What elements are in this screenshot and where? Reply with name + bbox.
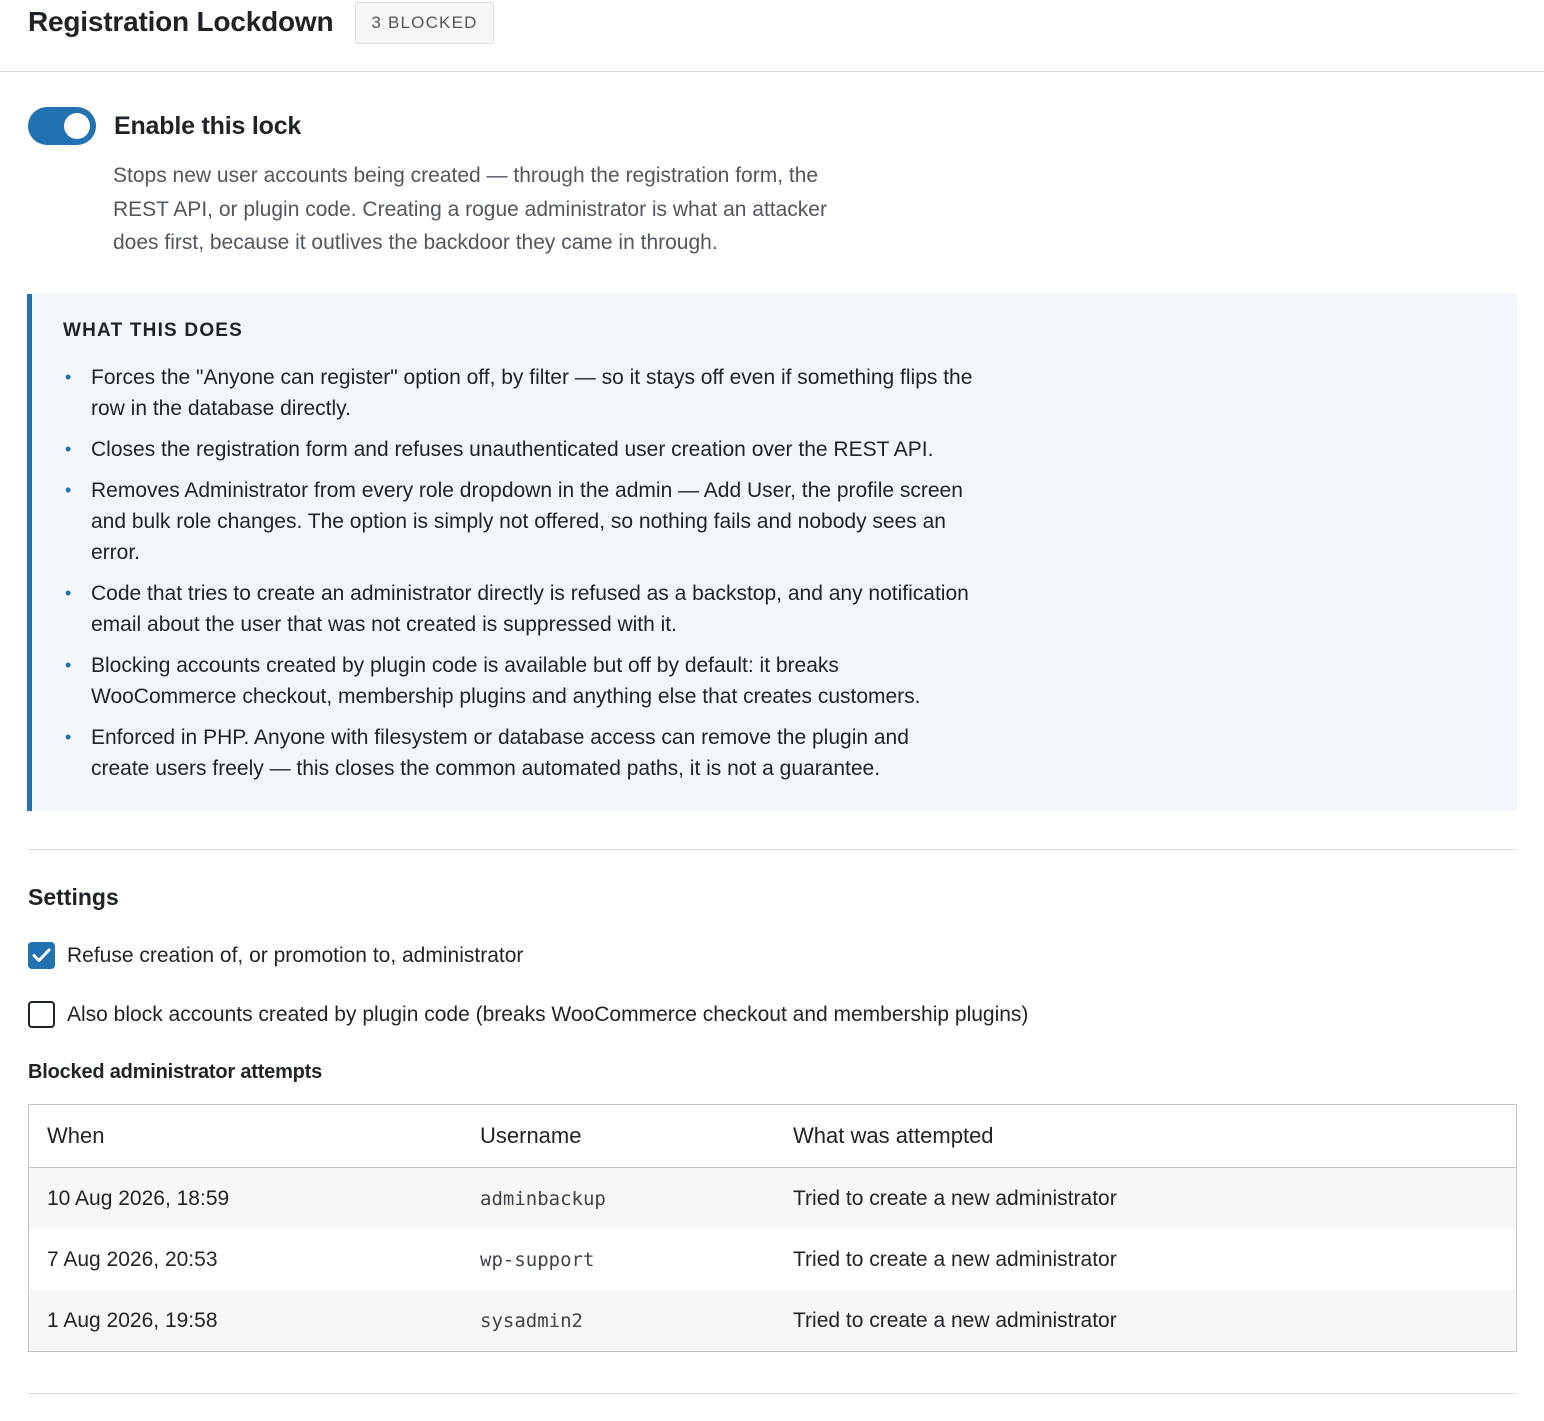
info-list — [63, 362, 973, 784]
cell-username: sysadmin2 — [462, 1290, 775, 1352]
enable-lock-row — [28, 107, 301, 145]
bullet-icon: • — [65, 655, 72, 675]
info-item — [63, 434, 973, 465]
block-plugin-accounts-label: Also block accounts created by plugin code (breaks WooCommerce checkout and membership plugins) — [67, 1002, 1029, 1026]
refuse-admin-option[interactable] — [28, 942, 523, 969]
column-header-attempt: What was attempted — [775, 1105, 1517, 1168]
cell-attempt: Tried to create a new administrator — [775, 1168, 1517, 1230]
cell-when: 7 Aug 2026, 20:53 — [29, 1229, 463, 1290]
table-header-row — [29, 1105, 1517, 1168]
section-divider — [28, 1393, 1517, 1394]
section-divider — [28, 849, 1517, 850]
info-item-text: Blocking accounts created by plugin code is available but off by default: it breaks WooCommerce checkout, membership plugins and anything else that creates customers. — [91, 654, 921, 708]
toggle-knob — [64, 113, 90, 139]
table-row — [29, 1290, 1517, 1352]
cell-when: 10 Aug 2026, 18:59 — [29, 1168, 463, 1230]
enable-lock-label: Enable this lock — [114, 111, 302, 140]
blocked-count-badge: 3 BLOCKED — [355, 2, 493, 44]
page-title: Registration Lockdown — [28, 6, 334, 37]
settings-title: Settings — [28, 884, 119, 910]
cell-when: 1 Aug 2026, 19:58 — [29, 1290, 463, 1352]
bullet-icon: • — [65, 583, 72, 603]
info-item-text: Removes Administrator from every role dropdown in the admin — Add User, the profile screen and bulk role changes. The option is simply not offered, so nothing fails and nobody sees an error. — [91, 479, 963, 564]
refuse-admin-label: Refuse creation of, or promotion to, administrator — [67, 943, 524, 967]
table-row — [29, 1229, 1517, 1290]
cell-username: wp-support — [462, 1229, 775, 1290]
block-plugin-accounts-checkbox[interactable] — [28, 1001, 55, 1028]
page-header — [0, 0, 1544, 72]
block-plugin-accounts-option[interactable] — [28, 1001, 1028, 1028]
cell-attempt: Tried to create a new administrator — [775, 1229, 1517, 1290]
bullet-icon: • — [65, 727, 72, 747]
attempts-table — [28, 1104, 1517, 1352]
checkmark-icon — [32, 948, 51, 963]
info-item — [63, 650, 973, 712]
column-header-username: Username — [462, 1105, 775, 1168]
bullet-icon: • — [65, 367, 72, 387]
info-item-text: Forces the "Anyone can register" option off, by filter — so it stays off even if something flips the row in the database directly. — [91, 366, 973, 420]
info-item-text: Code that tries to create an administrator directly is refused as a backstop, and any notification email about the user that was not created is suppressed with it. — [91, 582, 969, 636]
info-heading: WHAT THIS DOES — [63, 320, 244, 341]
cell-username: adminbackup — [462, 1168, 775, 1230]
info-item — [63, 362, 973, 424]
refuse-admin-checkbox[interactable] — [28, 942, 55, 969]
info-item-text: Closes the registration form and refuses unauthenticated user creation over the REST API. — [91, 438, 934, 461]
bullet-icon: • — [65, 439, 72, 459]
enable-lock-description: Stops new user accounts being created — through the registration form, the REST API, or plugin code. Creating a rogue administrator is what an attacker does first, because it outlives the backdoor they came in through. — [113, 164, 827, 254]
enable-lock-toggle[interactable] — [28, 107, 96, 145]
info-item — [63, 578, 973, 640]
what-this-does-box — [27, 294, 1517, 811]
cell-attempt: Tried to create a new administrator — [775, 1290, 1517, 1352]
table-row — [29, 1168, 1517, 1230]
info-item — [63, 722, 973, 784]
column-header-when: When — [29, 1105, 463, 1168]
bullet-icon: • — [65, 480, 72, 500]
info-item-text: Enforced in PHP. Anyone with filesystem or database access can remove the plugin and create users freely — this closes the common automated paths, it is not a guarantee. — [91, 726, 909, 780]
attempts-table-title: Blocked administrator attempts — [28, 1061, 323, 1083]
info-item — [63, 475, 973, 568]
